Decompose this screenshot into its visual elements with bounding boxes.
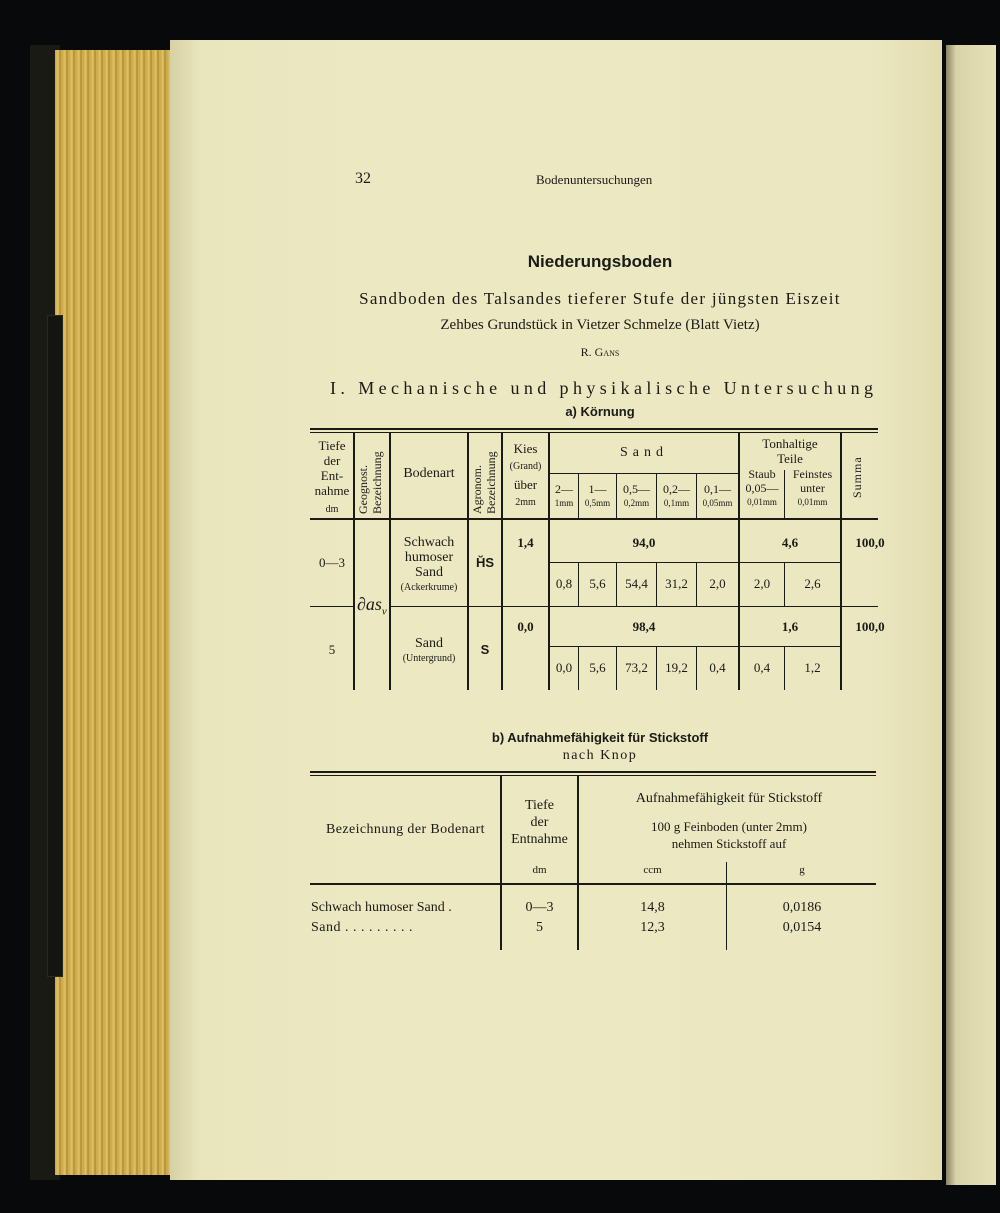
cell-ton-2: 1,2: [804, 660, 821, 675]
hdr-ton-1: Tonhaltige: [762, 436, 818, 451]
cell-sand-2: 5,6: [589, 660, 606, 675]
hdr-unit-ccm: ccm: [643, 864, 662, 876]
cell-b-tiefe: 5: [536, 920, 543, 935]
subtitle: Sandboden des Talsandes tieferer Stufe der jüngsten Eiszeit: [359, 289, 841, 308]
cell-sand-2: 5,6: [589, 576, 606, 591]
page-edges: [55, 50, 172, 1175]
hdr-sand-c3-a: 0,5—: [623, 482, 650, 496]
hdr-sand-c3-b: 0,2mm: [623, 498, 650, 508]
running-head: Bodenuntersuchungen: [536, 172, 653, 187]
hdr-ton-c1-a: Staub: [748, 467, 776, 481]
cell-sand-5: 2,0: [709, 576, 726, 591]
hdr-ton-c2-b: unter: [800, 481, 825, 495]
hdr-tiefe-4: nahme: [314, 483, 350, 498]
book-page: [170, 40, 942, 1180]
cell-summa: 100,0: [855, 535, 885, 550]
author: R. Gans: [580, 345, 620, 359]
hdr-sand-c2-a: 1—: [588, 482, 607, 496]
cell-sand-4: 19,2: [665, 660, 688, 675]
cell-ton-1: 0,4: [753, 660, 771, 675]
sub-heading-b: b) Aufnahmefähigkeit für Stickstoff: [491, 730, 709, 745]
cell-sand-4: 31,2: [665, 576, 688, 591]
cell-kies: 0,0: [517, 619, 534, 634]
hdr-b-tiefe-2: der: [530, 815, 549, 830]
cell-ton-total: 4,6: [781, 535, 799, 550]
hdr-sand-c4-b: 0,1mm: [663, 498, 690, 508]
hdr-aufnahme: Aufnahmefähigkeit für Stickstoff: [635, 791, 823, 806]
cell-b-g: 0,0154: [782, 920, 822, 935]
cell-kies: 1,4: [517, 535, 534, 550]
bookmark-ribbon: [47, 315, 63, 977]
section-title: Niederungsboden: [527, 252, 673, 271]
cell-b-bodenart: Sand . . . . . . . . .: [311, 920, 413, 935]
geognost-value: $\partial as_v$: [357, 594, 387, 618]
hdr-sand-c2-b: 0,5mm: [584, 498, 611, 508]
cell-bodenart-2: humoser: [404, 550, 454, 565]
cell-bodenart-1: Schwach: [403, 535, 455, 550]
hdr-sand-c1-a: 2—: [555, 482, 573, 496]
hdr-ton-2: Teile: [777, 451, 803, 466]
sub-heading-b-note: nach Knop: [562, 748, 638, 763]
hdr-ton-c2-c: 0,01mm: [797, 497, 828, 507]
hdr-agronom: Agronom. Bezeichnung: [470, 451, 498, 514]
hdr-b-tiefe-unit: dm: [532, 864, 547, 876]
cell-tiefe: 0—3: [319, 555, 345, 570]
cell-sand-total: 98,4: [632, 619, 656, 634]
cell-summa: 100,0: [855, 619, 885, 634]
hdr-tiefe-1: Tiefe: [318, 438, 346, 453]
cell-sand-1: 0,8: [555, 576, 573, 591]
hdr-sand-c1-b: 1mm: [554, 498, 574, 508]
hdr-aufnahme-note-1: 100 g Feinboden (unter 2mm): [651, 819, 807, 834]
hdr-bodenart: Bodenart: [403, 466, 455, 481]
hdr-bezeichnung: Bezeichnung der Bodenart: [326, 822, 485, 837]
hdr-geognost: Geognost. Bezeichnung: [356, 451, 384, 514]
cell-bodenart-1: Sand: [415, 636, 443, 651]
hdr-kies-1: Kies: [513, 441, 538, 456]
cell-b-bodenart: Schwach humoser Sand .: [311, 900, 452, 915]
cell-sand-3: 73,2: [625, 660, 648, 675]
cell-agronom: S: [480, 642, 490, 657]
cell-sand-total: 94,0: [632, 535, 656, 550]
part-heading: I. Mechanische und physikalische Untersuchung: [330, 378, 878, 398]
location-line: Zehbes Grundstück in Vietzer Schmelze (Blatt Vietz): [440, 317, 760, 333]
cell-ton-2: 2,6: [804, 576, 821, 591]
hdr-sand-c5-b: 0,05mm: [702, 498, 733, 508]
cell-b-g: 0,0186: [782, 900, 822, 915]
facing-page-edge: [946, 45, 996, 1185]
cell-b-tiefe: 0—3: [525, 900, 554, 915]
cell-agronom: H̆S: [475, 555, 495, 570]
cell-bodenart-note: (Untergrund): [402, 653, 456, 664]
hdr-sand-c5-a: 0,1—: [704, 482, 731, 496]
cell-ton-1: 2,0: [753, 576, 771, 591]
hdr-ton-c1-b: 0,05—: [745, 481, 779, 495]
cell-b-ccm: 14,8: [640, 900, 665, 915]
hdr-kies-2: (Grand): [509, 461, 542, 472]
cell-sand-1: 0,0: [555, 660, 573, 675]
cell-sand-3: 54,4: [625, 576, 648, 591]
hdr-b-tiefe-3: Entnahme: [511, 832, 568, 847]
cell-sand-5: 0,4: [709, 660, 726, 675]
hdr-sand-c4-a: 0,2—: [663, 482, 690, 496]
hdr-summa: Summa: [850, 456, 864, 498]
hdr-sand: Sand: [620, 445, 668, 460]
hdr-aufnahme-note-2: nehmen Stickstoff auf: [671, 836, 787, 851]
cell-bodenart-3: Sand: [415, 565, 443, 580]
hdr-b-tiefe-1: Tiefe: [524, 798, 555, 813]
cell-ton-total: 1,6: [781, 619, 799, 634]
hdr-tiefe-3: Ent-: [320, 468, 344, 483]
hdr-ton-c2-a: Feinstes: [792, 467, 833, 481]
hdr-tiefe-unit: dm: [325, 504, 339, 515]
page-number: 32: [355, 170, 371, 187]
hdr-kies-4: 2mm: [515, 497, 536, 508]
hdr-tiefe-2: der: [323, 453, 341, 468]
sub-heading-a: a) Körnung: [565, 404, 635, 419]
hdr-kies-3: über: [513, 477, 538, 492]
cell-bodenart-note: (Ackerkrume): [400, 582, 458, 593]
hdr-ton-c1-c: 0,01mm: [747, 497, 777, 507]
cell-tiefe: 5: [328, 642, 336, 657]
cell-b-ccm: 12,3: [640, 920, 665, 935]
hdr-unit-g: g: [799, 864, 805, 876]
